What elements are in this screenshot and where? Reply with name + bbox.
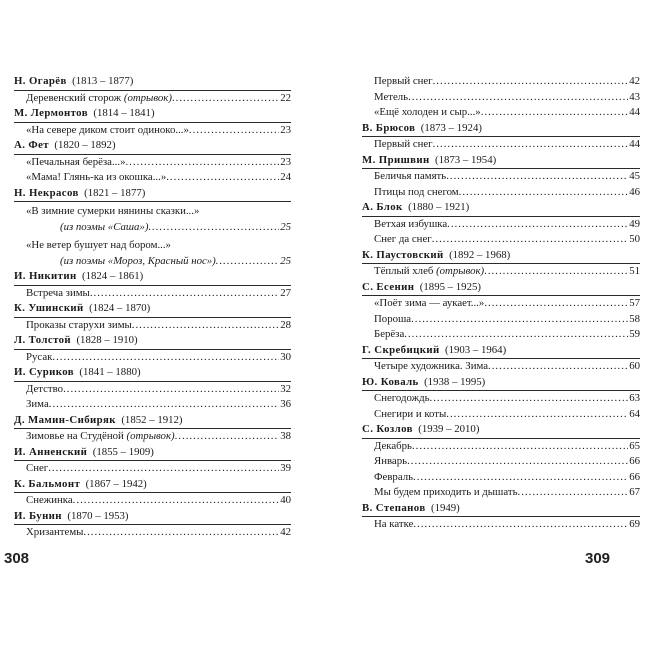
toc-entry[interactable] — [14, 123, 291, 139]
toc-entry[interactable] — [14, 170, 291, 186]
page-ref: 24 — [280, 171, 291, 183]
author-years: (1855 – 1909) — [92, 445, 154, 458]
author-years: (1821 – 1877) — [84, 186, 146, 199]
author-heading — [14, 333, 291, 350]
page-number-left: 308 — [4, 550, 30, 567]
dot-leader — [172, 91, 279, 107]
dot-leader — [175, 429, 280, 445]
page-ref: 28 — [280, 318, 291, 331]
toc-entry[interactable] — [14, 397, 291, 413]
dot-leader — [48, 461, 279, 477]
entry-title: Декабрь — [374, 439, 412, 452]
toc-source-note[interactable] — [14, 220, 291, 236]
toc-entry[interactable] — [14, 429, 291, 445]
author-years: (1820 – 1892) — [54, 139, 116, 151]
dot-leader — [132, 318, 279, 334]
author-name: Д. Мамин-Сибиряк — [14, 413, 116, 426]
toc-entry[interactable] — [14, 202, 291, 220]
dot-leader — [411, 312, 628, 328]
entry-title: Пороша — [374, 312, 412, 325]
entry-title: «Не ветер бушует над бором...» — [26, 238, 171, 251]
entry-title: Русак — [26, 350, 53, 363]
toc-entry[interactable] — [362, 517, 640, 533]
toc-entry[interactable] — [362, 485, 640, 501]
entry-title: Птицы под снегом — [374, 185, 459, 198]
toc-entry[interactable] — [362, 296, 640, 312]
page-ref: 38 — [280, 430, 291, 442]
author-name: К. Бальмонт — [14, 477, 81, 490]
page-ref: 57 — [629, 297, 640, 309]
author-years: (1880 – 1921) — [408, 201, 470, 213]
entry-title: Первый снег — [374, 138, 433, 150]
entry-title: Снег да снег — [374, 233, 432, 245]
toc-entry[interactable] — [362, 407, 640, 423]
author-name: К. Ушинский — [14, 302, 84, 314]
toc-entry[interactable] — [362, 359, 640, 375]
dot-leader — [412, 439, 628, 455]
dot-leader — [73, 493, 280, 509]
dot-leader — [216, 254, 279, 270]
toc-left-column — [14, 74, 291, 541]
toc-entry[interactable] — [362, 439, 640, 455]
author-heading — [362, 121, 640, 138]
dot-leader — [432, 232, 629, 248]
author-years: (1903 – 1964) — [444, 343, 507, 356]
author-heading — [362, 422, 640, 439]
dot-leader — [518, 485, 629, 501]
toc-entry[interactable] — [14, 350, 291, 366]
entry-title: Беличья память — [374, 170, 447, 182]
toc-entry[interactable] — [362, 74, 640, 90]
author-years: (1852 – 1912) — [121, 413, 183, 426]
author-name: В. Брюсов — [362, 121, 416, 134]
author-heading — [14, 413, 291, 430]
author-name: В. Степанов — [362, 501, 426, 514]
entry-title: Снегири и коты — [374, 407, 447, 420]
entry-title: «На севере диком стоит одиноко...» — [26, 123, 189, 136]
page-ref: 66 — [629, 470, 640, 483]
toc-entry[interactable] — [14, 91, 291, 107]
author-years: (1828 – 1910) — [76, 334, 138, 346]
toc-entry[interactable] — [14, 382, 291, 398]
author-years: (1873 – 1954) — [435, 153, 497, 166]
entry-title: Первый снег — [374, 75, 433, 87]
dot-leader — [447, 217, 628, 233]
entry-subtitle: (отрывок) — [123, 91, 172, 104]
dot-leader — [430, 391, 629, 407]
author-name: С. Козлов — [362, 423, 413, 435]
toc-entry[interactable] — [362, 312, 640, 328]
entry-title: Зимовье на Студёной — [26, 430, 127, 442]
dot-leader — [459, 185, 629, 201]
dot-leader — [484, 264, 628, 280]
author-heading — [14, 365, 291, 382]
author-heading — [362, 280, 640, 297]
author-heading — [362, 153, 640, 170]
author-name: И. Суриков — [14, 366, 74, 378]
page-ref: 66 — [629, 455, 640, 467]
author-years: (1949) — [430, 501, 460, 514]
author-heading — [14, 106, 291, 123]
entry-subtitle: (отрывок) — [436, 265, 485, 277]
author-heading — [14, 138, 291, 155]
page-ref: 65 — [629, 439, 640, 452]
author-heading — [362, 248, 640, 265]
author-years: (1824 – 1870) — [89, 302, 151, 314]
entry-title: «Мама! Глянь-ка из окошка...» — [26, 171, 167, 183]
toc-entry[interactable] — [362, 105, 640, 121]
toc-entry[interactable] — [362, 470, 640, 486]
dot-leader — [407, 454, 628, 470]
author-name: И. Анненский — [14, 445, 88, 458]
toc-entry[interactable] — [14, 236, 291, 254]
toc-entry[interactable] — [14, 493, 291, 509]
author-heading — [362, 200, 640, 217]
page-ref: 58 — [629, 312, 640, 325]
entry-title: «Поёт зима — аукает...» — [374, 297, 485, 309]
dot-leader — [404, 327, 628, 343]
entry-title: Проказы старухи зимы — [26, 318, 132, 331]
author-heading — [14, 477, 291, 494]
page-ref: 42 — [280, 526, 291, 538]
entry-title: Тёплый хлеб — [374, 265, 437, 277]
author-heading — [14, 445, 291, 462]
page-ref: 46 — [629, 185, 640, 198]
entry-title: Снегодождь — [374, 392, 430, 404]
entry-title: Январь — [374, 455, 408, 467]
entry-title: Детство — [26, 382, 64, 395]
entry-subtitle: (из поэмы «Саша») — [60, 221, 149, 233]
entry-title: «Печальная берёза...» — [26, 155, 126, 168]
toc-entry[interactable] — [14, 155, 291, 171]
dot-leader — [446, 169, 628, 185]
entry-subtitle: (отрывок) — [126, 430, 175, 442]
page-ref: 63 — [629, 392, 640, 404]
page-ref: 59 — [629, 328, 640, 340]
dot-leader — [413, 517, 628, 533]
page-ref: 45 — [629, 170, 640, 182]
author-name: Н. Некрасов — [14, 186, 79, 199]
entry-title: На катке — [374, 518, 414, 530]
author-name: И. Бунин — [14, 509, 62, 522]
dot-leader — [413, 470, 628, 486]
page-ref: 49 — [629, 217, 640, 230]
page-ref: 60 — [629, 360, 640, 372]
author-heading — [14, 269, 291, 286]
toc-right-column — [362, 74, 640, 533]
author-name: М. Лермонтов — [14, 107, 88, 119]
author-years: (1814 – 1841) — [93, 107, 155, 119]
author-years: (1824 – 1861) — [82, 270, 144, 282]
page-ref: 44 — [629, 106, 640, 118]
dot-leader — [433, 74, 629, 90]
author-years: (1867 – 1942) — [85, 477, 147, 490]
page-number-right: 309 — [585, 550, 611, 567]
entry-title: Снег — [26, 462, 49, 474]
page-ref: 40 — [280, 494, 291, 506]
entry-title: «Ещё холоден и сыр...» — [374, 106, 481, 118]
dot-leader — [189, 123, 279, 139]
author-years: (1813 – 1877) — [72, 75, 134, 87]
page-ref: 67 — [629, 486, 640, 498]
page-ref: 42 — [629, 75, 640, 87]
page-ref: 30 — [280, 350, 291, 363]
dot-leader — [63, 382, 279, 398]
toc-entry[interactable] — [14, 318, 291, 334]
entry-title: Хризантемы — [26, 526, 84, 538]
page-ref: 50 — [629, 233, 640, 245]
author-name: И. Никитин — [14, 270, 77, 282]
toc-entry[interactable] — [362, 169, 640, 185]
author-name: Н. Огарёв — [14, 75, 67, 87]
page-ref: 43 — [629, 90, 640, 103]
toc-entry[interactable] — [14, 461, 291, 477]
toc-source-note[interactable] — [14, 254, 291, 270]
toc-entry[interactable] — [362, 327, 640, 343]
page-ref: 51 — [629, 265, 640, 277]
entry-subtitle: (из поэмы «Мороз, Красный нос») — [60, 254, 216, 267]
entry-title: Февраль — [374, 470, 414, 483]
entry-title: Зима — [26, 398, 49, 410]
dot-leader — [484, 296, 628, 312]
page-ref: 25 — [280, 254, 291, 267]
author-heading — [14, 74, 291, 91]
author-years: (1841 – 1880) — [79, 366, 141, 378]
author-years: (1939 – 2010) — [418, 423, 480, 435]
toc-entry[interactable] — [362, 232, 640, 248]
page-ref: 44 — [629, 138, 640, 150]
entry-title: Берёза — [374, 328, 405, 340]
entry-title: Четыре художника. Зима — [374, 360, 489, 372]
entry-title: Метель — [374, 90, 409, 103]
toc-entry[interactable] — [362, 264, 640, 280]
author-years: (1892 – 1968) — [449, 248, 511, 261]
page-ref: 23 — [280, 155, 291, 168]
entry-title: Деревенский сторож — [26, 91, 124, 104]
page-ref: 39 — [280, 462, 291, 474]
dot-leader — [90, 286, 279, 302]
dot-leader — [148, 220, 279, 236]
author-name: К. Паустовский — [362, 248, 444, 261]
author-name: Л. Толстой — [14, 334, 72, 346]
entry-title: Встреча зимы — [26, 286, 90, 299]
author-heading — [362, 375, 640, 392]
author-heading — [362, 343, 640, 360]
page-ref: 25 — [280, 221, 291, 233]
page-ref: 64 — [629, 407, 640, 420]
toc-entry[interactable] — [362, 185, 640, 201]
dot-leader — [446, 407, 628, 423]
page-ref: 22 — [280, 91, 291, 104]
entry-title: «В зимние сумерки нянины сказки...» — [26, 205, 200, 217]
author-years: (1870 – 1953) — [67, 509, 129, 522]
dot-leader — [408, 90, 628, 106]
page-ref: 27 — [280, 286, 291, 299]
page-ref: 23 — [280, 123, 291, 136]
toc-entry[interactable] — [14, 286, 291, 302]
page-ref: 69 — [629, 518, 640, 530]
dot-leader — [166, 170, 279, 186]
toc-entry[interactable] — [362, 391, 640, 407]
author-years: (1938 – 1995) — [424, 375, 486, 388]
author-name: Ю. Коваль — [362, 375, 419, 388]
page-ref: 36 — [280, 398, 291, 410]
author-name: А. Блок — [362, 201, 403, 213]
toc-entry[interactable] — [362, 90, 640, 106]
author-years: (1895 – 1925) — [419, 280, 481, 293]
author-years: (1873 – 1924) — [420, 121, 482, 134]
dot-leader — [52, 350, 279, 366]
author-heading — [14, 301, 291, 318]
dot-leader — [481, 105, 629, 121]
dot-leader — [125, 155, 279, 171]
entry-title: Мы будем приходить и дышать — [374, 486, 518, 498]
toc-entry[interactable] — [362, 217, 640, 233]
author-name: Г. Скребицкий — [362, 343, 440, 356]
dot-leader — [83, 525, 279, 541]
dot-leader — [49, 397, 279, 413]
dot-leader — [488, 359, 628, 375]
entry-title: Снежинка — [26, 494, 73, 506]
toc-entry[interactable] — [14, 525, 291, 541]
entry-title: Ветхая избушка — [374, 217, 448, 230]
author-name: А. Фет — [14, 139, 49, 151]
author-name: С. Есенин — [362, 280, 415, 293]
author-heading — [362, 501, 640, 518]
author-heading — [14, 186, 291, 203]
author-heading — [14, 509, 291, 526]
author-name: М. Пришвин — [362, 153, 430, 166]
page-ref: 32 — [280, 382, 291, 395]
dot-leader — [433, 137, 629, 153]
toc-entry[interactable] — [362, 137, 640, 153]
toc-entry[interactable] — [362, 454, 640, 470]
